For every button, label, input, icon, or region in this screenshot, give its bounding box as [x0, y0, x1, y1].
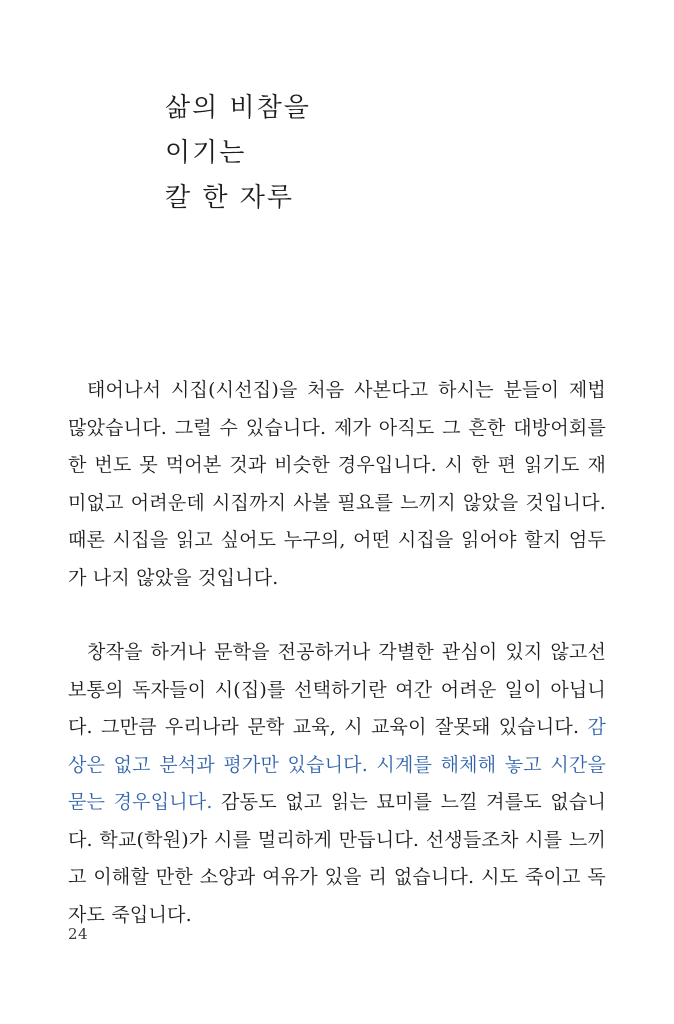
chapter-title [165, 86, 311, 221]
chapter-title-line-2: 이기는 [165, 138, 247, 168]
paragraph-2 [68, 634, 606, 934]
paragraph-2-text-after: 감동도 없고 읽는 묘미를 느낄 겨를도 없습니다. 학교(학원)가 시를 멀리하게 만듭니다. 선생들조차 시를 느끼고 이해할 만한 소양과 여유가 있을 리 없습니다. 시도 죽이고 독자도 죽입니다. [68, 791, 606, 926]
paragraph-2-text-before: 창작을 하거나 문학을 전공하거나 각별한 관심이 있지 않고선 보통의 독자들이 시(집)를 선택하기란 여간 어려운 일이 아닙니다. 그만큼 우리나라 문학 교육, 시 교육이 잘못돼 있습니다. [68, 641, 606, 738]
page-number: 24 [68, 925, 89, 943]
paragraph-1 [68, 372, 606, 597]
chapter-title-line-3: 칼 한 자루 [165, 183, 294, 213]
paragraph-2-highlighted-text: 감상은 없고 분석과 평가만 있습니다. 시계를 해체해 놓고 시간을 묻는 경우입니다. [68, 716, 606, 813]
body-text [68, 372, 606, 934]
paragraph-1-text: 태어나서 시집(시선집)을 처음 사본다고 하시는 분들이 제법 많았습니다. 그럴 수 있습니다. 제가 아직도 그 흔한 대방어회를 한 번도 못 먹어본 것과 비슷한 경우입니다. 시 한 편 읽기도 재미없고 어려운데 시집까지 사볼 필요를 느끼지 않았을 것입니다. 때론 시집을 읽고 싶어도 누구의, 어떤 시집을 읽어야 할지 엄두가 나지 않았을 것입니다. [68, 379, 606, 589]
chapter-title-line-1: 삶의 비참을 [165, 93, 311, 123]
